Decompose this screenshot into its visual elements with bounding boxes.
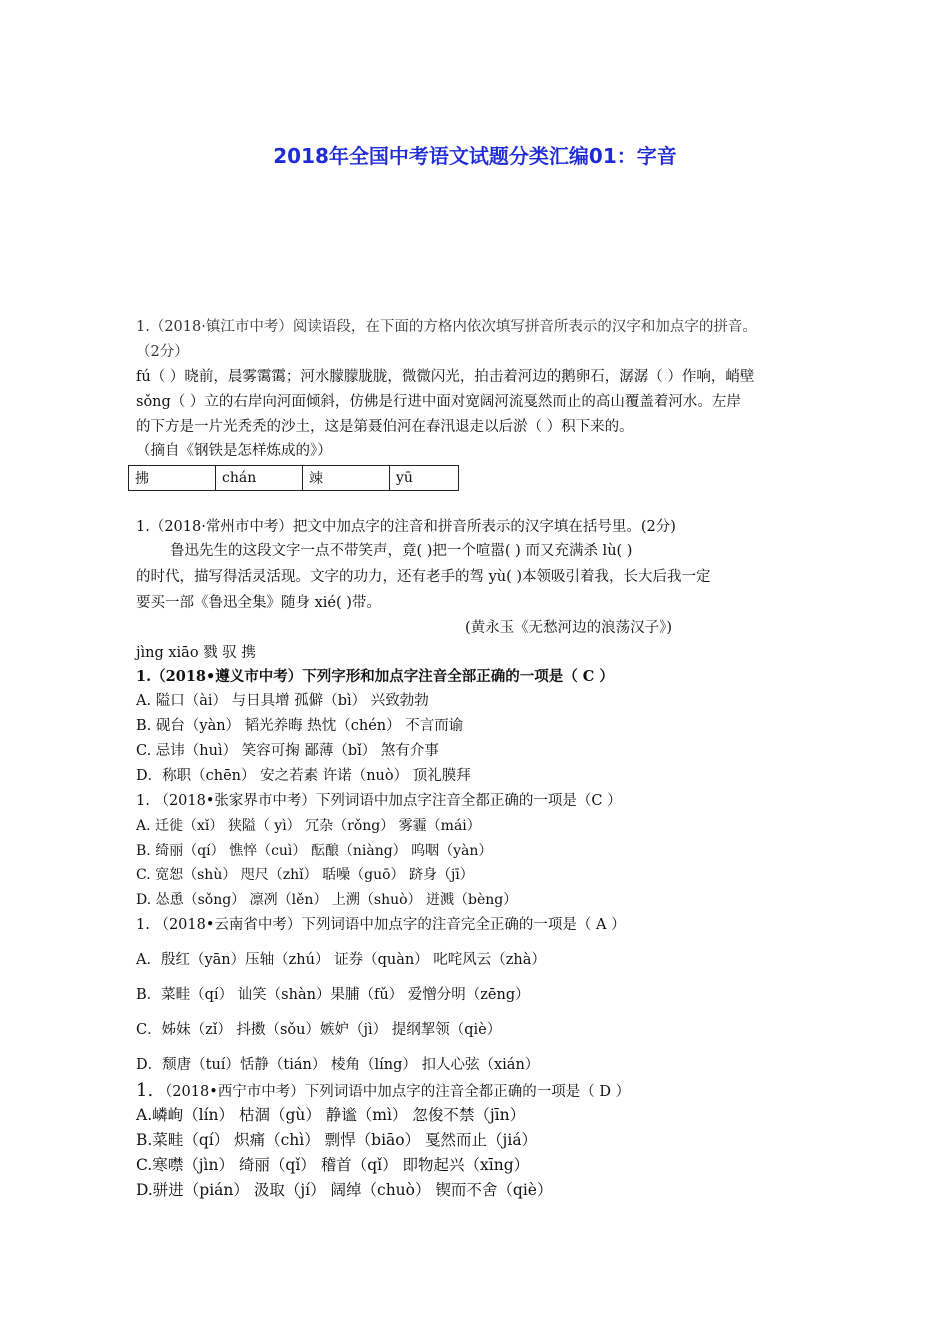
q2-answer: jìng xiāo 戮 驭 携 xyxy=(136,645,256,661)
answer-cell: chán xyxy=(216,466,303,491)
q1-paragraph-line-3: 的下方是一片光秃秃的沙土，这是第聂伯河在春汛退走以后淤（ ）积下来的。 xyxy=(136,419,634,435)
q1-paragraph-line-2: sǒng（ ）立的右岸向河面倾斜，仿佛是行进中面对宽阔河流戛然而止的高山覆盖着河水。左岸 xyxy=(136,394,741,410)
q4-option-d: D. 怂恿（sǒng） 凛冽（lěn） 上溯（shuò） 迸溅（bèng） xyxy=(136,892,518,908)
q4-option-b: B. 绮丽（qí） 憔悴（cuì） 酝酿（niàng） 呜咽（yàn） xyxy=(136,843,493,859)
q1-stem: 1.（2018·镇江市中考）阅读语段，在下面的方格内依次填写拼音所表示的汉字和加点字的拼音。 xyxy=(136,319,757,335)
q6-option-b: B.菜畦（qí） 炽痛（chì） 剽悍（biāo） 戛然而止（jiá） xyxy=(136,1131,538,1149)
q5-option-c: C．姊妹（zǐ） 抖擞（sǒu）嫉妒（jì） 提纲挈领（qiè） xyxy=(136,1022,502,1038)
q5-option-a: A．殷红（yān）压轴（zhú） 证券（quàn） 叱咤风云（zhà） xyxy=(136,952,546,968)
q1-score: （2分） xyxy=(136,344,189,360)
q5-stem: 1. （2018•云南省中考）下列词语中加点字的注音完全正确的一项是（ A ） xyxy=(136,917,626,933)
q6-number: 1. xyxy=(136,1080,154,1101)
q2-paragraph-line-2: 的时代，描写得活灵活现。文字的功力，还有老手的驾 yù( )本领吸引着我，长大后我一定 xyxy=(136,569,711,585)
q5-option-d: D．颓唐（tuí）恬静（tián） 棱角（líng） 扣人心弦（xián） xyxy=(136,1057,540,1073)
q4-option-c: C. 宽恕（shù） 咫尺（zhǐ） 聒噪（guō） 跻身（jī） xyxy=(136,867,474,883)
q6-stem: （2018•西宁市中考）下列词语中加点字的注音全都正确的一项是（ D ） xyxy=(157,1084,631,1100)
q6-stem-line xyxy=(136,1081,630,1102)
page-title: 2018年全国中考语文试题分类汇编01：字音 xyxy=(273,144,677,168)
q5-option-b: B．菜畦（qí） 讪笑（shàn）果脯（fǔ） 爱憎分明（zēng） xyxy=(136,987,530,1003)
q6-option-a: A.嶙峋（lín） 枯涸（gù） 静谧（mì） 忽俊不禁（jīn） xyxy=(136,1106,526,1124)
q6-option-c: C.寒噤（jìn） 绮丽（qǐ） 稽首（qǐ） 即物起兴（xīng） xyxy=(136,1156,530,1174)
answer-cell: yū xyxy=(390,466,459,491)
q1-paragraph-line-1: fú（ ）晓前，晨雾霭霭；河水朦朦胧胧，微微闪光，拍击着河边的鹅卵石，潺潺（ ）作响，峭壁 xyxy=(136,369,755,385)
q2-stem: 1.（2018·常州市中考）把文中加点字的注音和拼音所表示的汉字填在括号里。(2分) xyxy=(136,519,676,535)
answer-cell: 竦 xyxy=(303,466,390,491)
q3-option-c: C. 忌讳（huì） 笑容可掬 鄙薄（bǐ） 煞有介事 xyxy=(136,743,439,759)
q6-option-d: D.骈进（pián） 汲取（jí） 阔绰（chuò） 锲而不舍（qiè） xyxy=(136,1181,553,1199)
q4-option-a: A. 迁徙（xǐ） 狭隘（ yì） 冗杂（rǒng） 雾霾（mái） xyxy=(136,818,481,834)
table-row xyxy=(129,466,459,491)
q4-stem: 1. （2018•张家界市中考）下列词语中加点字注音全都正确的一项是（C ） xyxy=(136,793,622,809)
q3-option-a: A. 隘口（ài） 与日具增 孤僻（bì） 兴致勃勃 xyxy=(136,693,429,709)
q2-source: (黄永玉《无愁河边的浪荡汉子》) xyxy=(465,620,673,636)
q1-answer-table xyxy=(128,465,459,491)
q3-option-d: D．称职（chēn） 安之若素 许诺（nuò） 顶礼膜拜 xyxy=(136,768,471,784)
q2-paragraph-line-3: 要买一部《鲁迅全集》随身 xié( )带。 xyxy=(136,595,381,611)
q1-source: （摘自《钢铁是怎样炼成的》） xyxy=(136,443,332,459)
q3-stem: 1.（2018•遵义市中考）下列字形和加点字注音全部正确的一项是（ C ） xyxy=(136,668,614,685)
q3-option-b: B. 砚台（yàn） 韬光养晦 热忱（chén） 不言而谕 xyxy=(136,718,464,734)
answer-cell: 拂 xyxy=(129,466,216,491)
q2-paragraph-line-1: 鲁迅先生的这段文字一点不带笑声，竟( )把一个喧嚣( ) 而又充满杀 lù( ) xyxy=(170,543,633,559)
